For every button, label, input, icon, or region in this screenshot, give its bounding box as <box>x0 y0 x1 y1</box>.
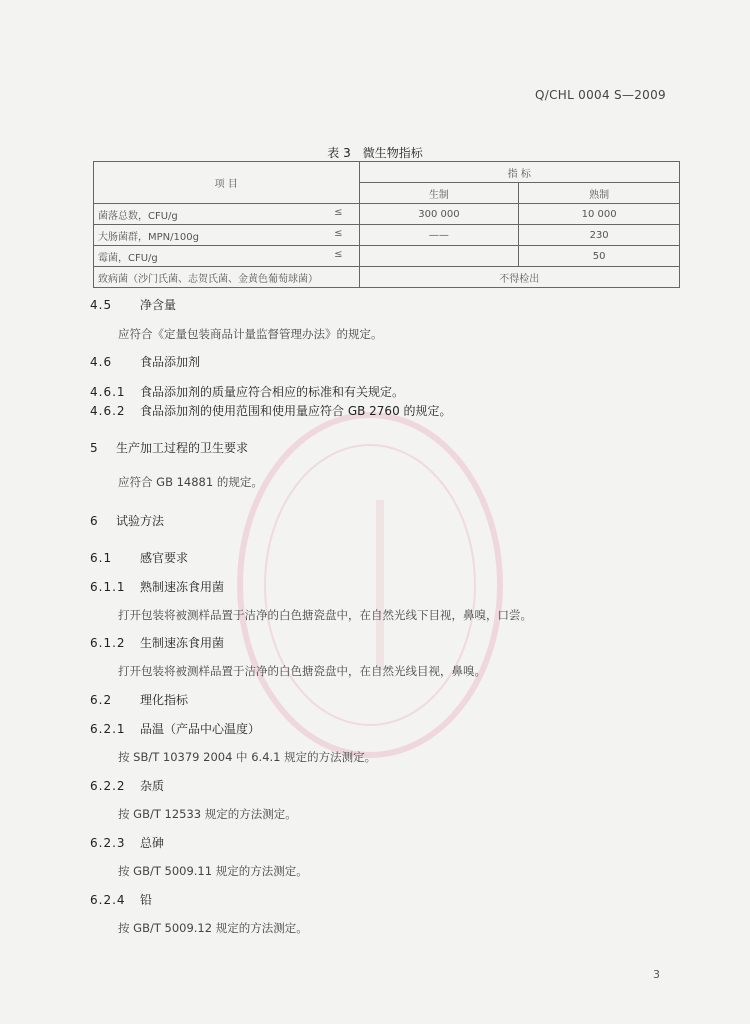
row-cooked-value: 50 <box>519 246 680 267</box>
section-heading: 4.5 净含量 <box>90 298 177 312</box>
table-caption <box>0 144 750 161</box>
section-heading: 6.2 理化指标 <box>90 693 189 707</box>
seal-stamp <box>230 405 510 765</box>
row-item: 致病菌（沙门氏菌、志贺氏菌、金黄色葡萄球菌） <box>98 273 318 285</box>
section-heading: 6.2.2 杂质 <box>90 779 165 793</box>
section-heading: 6.1.2 生制速冻食用菌 <box>90 636 225 650</box>
table-row <box>94 246 680 267</box>
table-row <box>94 267 680 288</box>
row-raw-value: —— <box>359 225 519 246</box>
section-heading: 5 生产加工过程的卫生要求 <box>90 441 249 455</box>
row-item: 菌落总数，CFU/g <box>98 210 178 222</box>
header-item: 项 目 <box>94 162 360 204</box>
section-heading: 4.6 食品添加剂 <box>90 355 201 369</box>
row-merged-value: 不得检出 <box>359 267 679 288</box>
table-row <box>94 204 680 225</box>
section-heading: 6 试验方法 <box>90 514 165 528</box>
header-cooked: 熟制 <box>519 183 680 204</box>
table-caption-number: 表 3 <box>327 146 351 160</box>
row-raw-value: 300 000 <box>359 204 519 225</box>
header-raw: 生制 <box>359 183 519 204</box>
row-symbol: ≤ <box>334 207 343 218</box>
header-index: 指 标 <box>359 162 679 183</box>
row-item: 大肠菌群，MPN/100g <box>98 231 199 243</box>
document-code: Q/CHL 0004 S—2009 <box>534 88 666 102</box>
section-text: 按 GB/T 12533 规定的方法测定。 <box>118 807 297 821</box>
table-row <box>94 225 680 246</box>
section-heading: 6.1.1 熟制速冻食用菌 <box>90 580 225 594</box>
table-header-row <box>94 162 680 183</box>
page-number: 3 <box>653 968 660 981</box>
row-item: 霉菌，CFU/g <box>98 252 158 264</box>
section-text: 按 SB/T 10379 2004 中 6.4.1 规定的方法测定。 <box>118 750 377 764</box>
section-text: 按 GB/T 5009.11 规定的方法测定。 <box>118 864 308 878</box>
section-heading: 6.1 感官要求 <box>90 551 189 565</box>
row-symbol: ≤ <box>334 228 343 239</box>
row-raw-value <box>359 246 519 267</box>
row-cooked-value: 10 000 <box>519 204 680 225</box>
section-text: 打开包装将被测样品置于洁净的白色搪瓷盘中，在自然光线目视，鼻嗅。 <box>118 664 486 678</box>
section-heading: 4.6.1 食品添加剂的质量应符合相应的标准和有关规定。 <box>90 385 405 399</box>
microbial-index-table <box>93 161 680 288</box>
row-cooked-value: 230 <box>519 225 680 246</box>
section-text: 按 GB/T 5009.12 规定的方法测定。 <box>118 921 308 935</box>
table-caption-title: 微生物指标 <box>362 146 423 160</box>
section-text: 应符合 GB 14881 的规定。 <box>118 475 263 489</box>
row-symbol: ≤ <box>334 249 343 260</box>
section-heading: 4.6.2 食品添加剂的使用范围和使用量应符合 GB 2760 的规定。 <box>90 404 452 418</box>
section-heading: 6.2.3 总砷 <box>90 836 165 850</box>
section-heading: 6.2.4 铅 <box>90 893 153 907</box>
section-heading: 6.2.1 品温（产品中心温度） <box>90 722 261 736</box>
section-text: 应符合《定量包装商品计量监督管理办法》的规定。 <box>118 327 383 341</box>
section-text: 打开包装将被测样品置于洁净的白色搪瓷盘中，在自然光线下目视，鼻嗅，口尝。 <box>118 608 532 622</box>
